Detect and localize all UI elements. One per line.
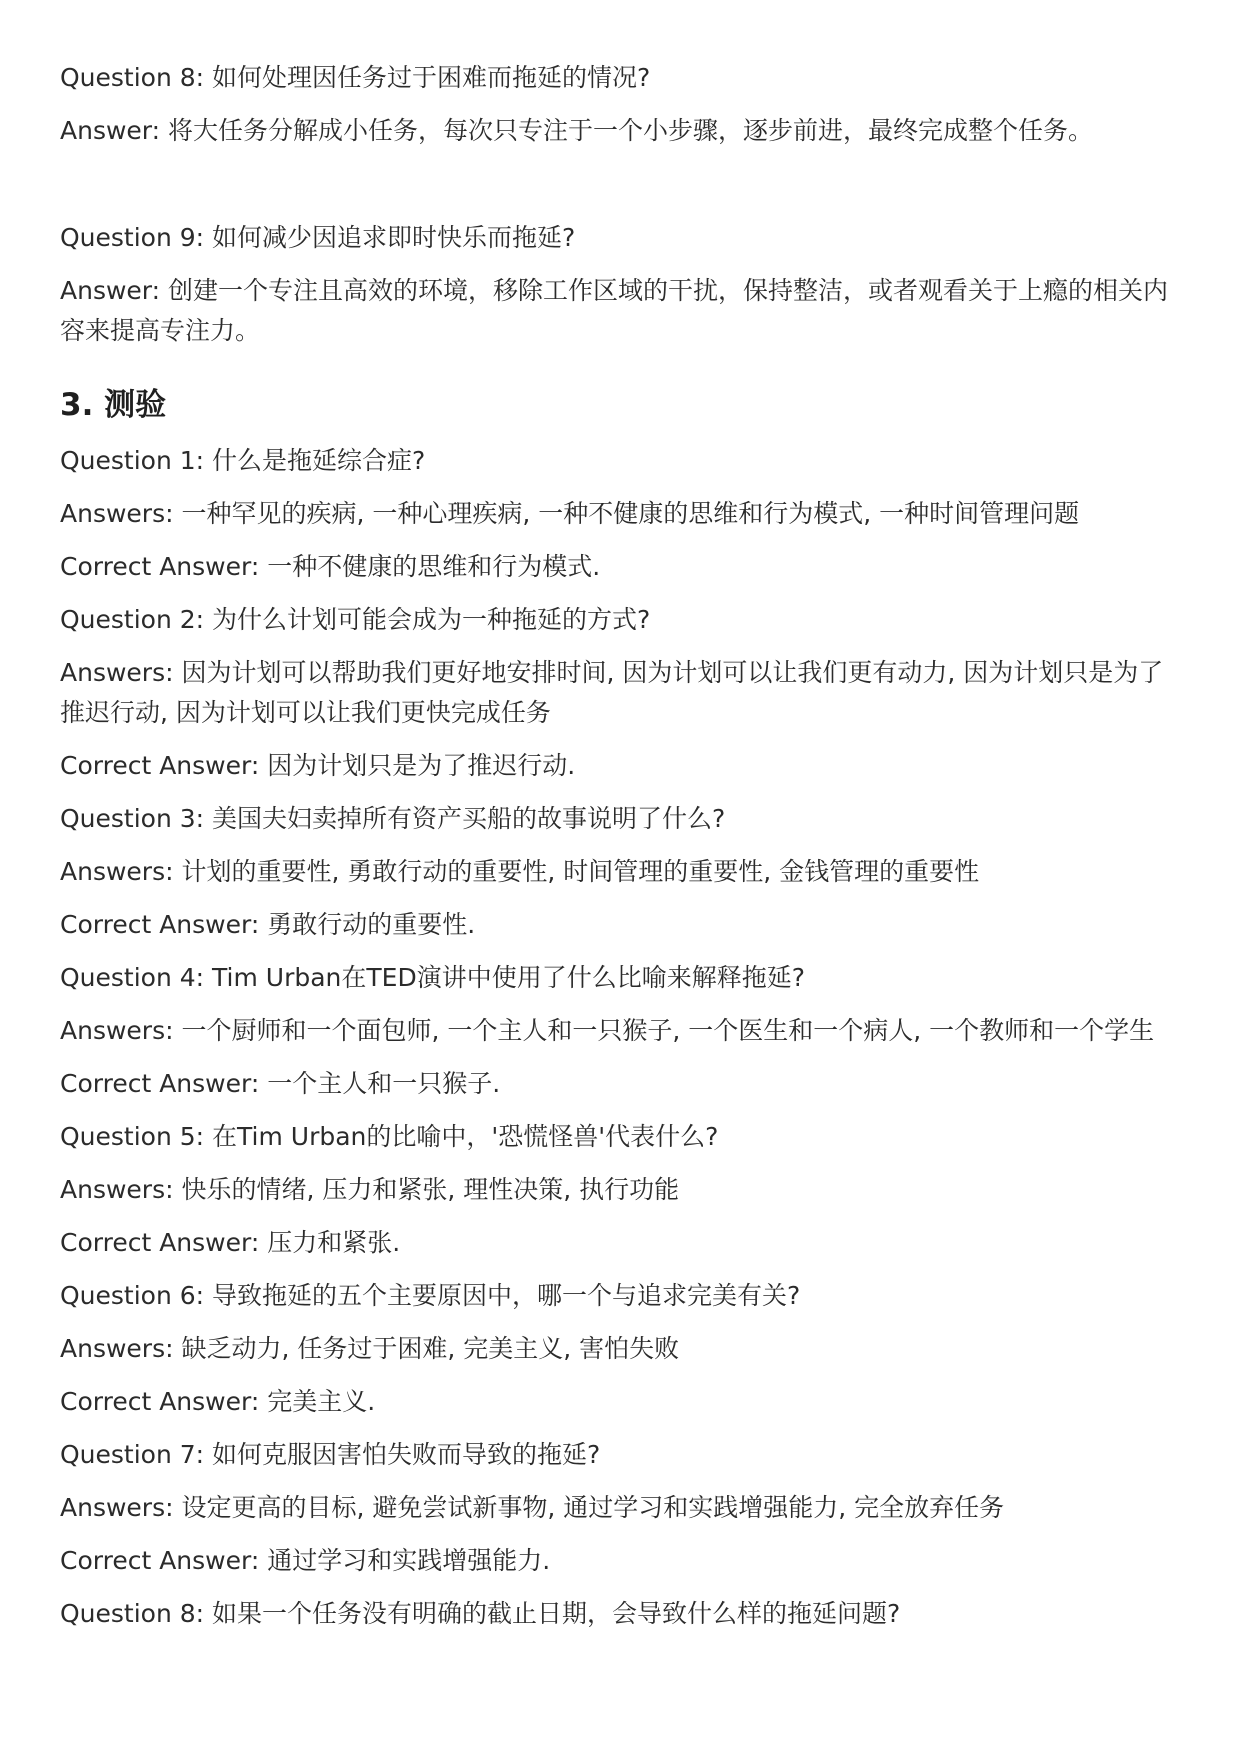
quiz-question: Question 5: 在Tim Urban的比喻中，'恐慌怪兽'代表什么? <box>60 1122 719 1151</box>
question-text: Question 8: 如何处理因任务过于困难而拖延的情况? <box>60 63 651 92</box>
quiz-question: Question 3: 美国夫妇卖掉所有资产买船的故事说明了什么? <box>60 804 726 833</box>
quiz-question: Question 7: 如何克服因害怕失败而导致的拖延? <box>60 1440 601 1469</box>
quiz-correct-answer: Correct Answer: 勇敢行动的重要性. <box>60 910 476 939</box>
quiz-question: Question 8: 如果一个任务没有明确的截止日期，会导致什么样的拖延问题? <box>60 1599 901 1628</box>
quiz-answers: Answers: 因为计划可以帮助我们更好地安排时间, 因为计划可以让我们更有动力, 因为计划只是为了推迟行动, 因为计划可以让我们更快完成任务 <box>60 658 1164 727</box>
quiz-question: Question 1: 什么是拖延综合症? <box>60 446 426 475</box>
answer-text: Answer: 将大任务分解成小任务，每次只专注于一个小步骤，逐步前进，最终完成整个任务。 <box>60 116 1094 145</box>
quiz-answers: Answers: 快乐的情绪, 压力和紧张, 理性决策, 执行功能 <box>60 1175 680 1204</box>
quiz-question: Question 4: Tim Urban在TED演讲中使用了什么比喻来解释拖延? <box>60 963 805 992</box>
quiz-question: Question 2: 为什么计划可能会成为一种拖延的方式? <box>60 605 651 634</box>
quiz-question: Question 6: 导致拖延的五个主要原因中，哪一个与追求完美有关? <box>60 1281 801 1310</box>
quiz-answers: Answers: 缺乏动力, 任务过于困难, 完美主义, 害怕失败 <box>60 1334 680 1363</box>
quiz-correct-answer: Correct Answer: 一种不健康的思维和行为模式. <box>60 552 601 581</box>
quiz-correct-answer: Correct Answer: 因为计划只是为了推迟行动. <box>60 751 576 780</box>
quiz-correct-answer: Correct Answer: 通过学习和实践增强能力. <box>60 1546 551 1575</box>
quiz-list <box>60 441 1180 1647</box>
quiz-answers: Answers: 计划的重要性, 勇敢行动的重要性, 时间管理的重要性, 金钱管理的重要性 <box>60 857 980 886</box>
quiz-correct-answer: Correct Answer: 一个主人和一只猴子. <box>60 1069 501 1098</box>
quiz-answers: Answers: 一个厨师和一个面包师, 一个主人和一只猴子, 一个医生和一个病人, 一个教师和一个学生 <box>60 1016 1155 1045</box>
quiz-answers: Answers: 设定更高的目标, 避免尝试新事物, 通过学习和实践增强能力, 完全放弃任务 <box>60 1493 1005 1522</box>
section-heading: 3. 测验 <box>60 387 167 423</box>
answer-text: Answer: 创建一个专注且高效的环境，移除工作区域的干扰，保持整洁，或者观看关于上瘾的相关内容来提高专注力。 <box>60 276 1169 345</box>
quiz-correct-answer: Correct Answer: 压力和紧张. <box>60 1228 401 1257</box>
quiz-answers: Answers: 一种罕见的疾病, 一种心理疾病, 一种不健康的思维和行为模式, 一种时间管理问题 <box>60 499 1080 528</box>
question-text: Question 9: 如何减少因追求即时快乐而拖延? <box>60 223 576 252</box>
quiz-correct-answer: Correct Answer: 完美主义. <box>60 1387 376 1416</box>
